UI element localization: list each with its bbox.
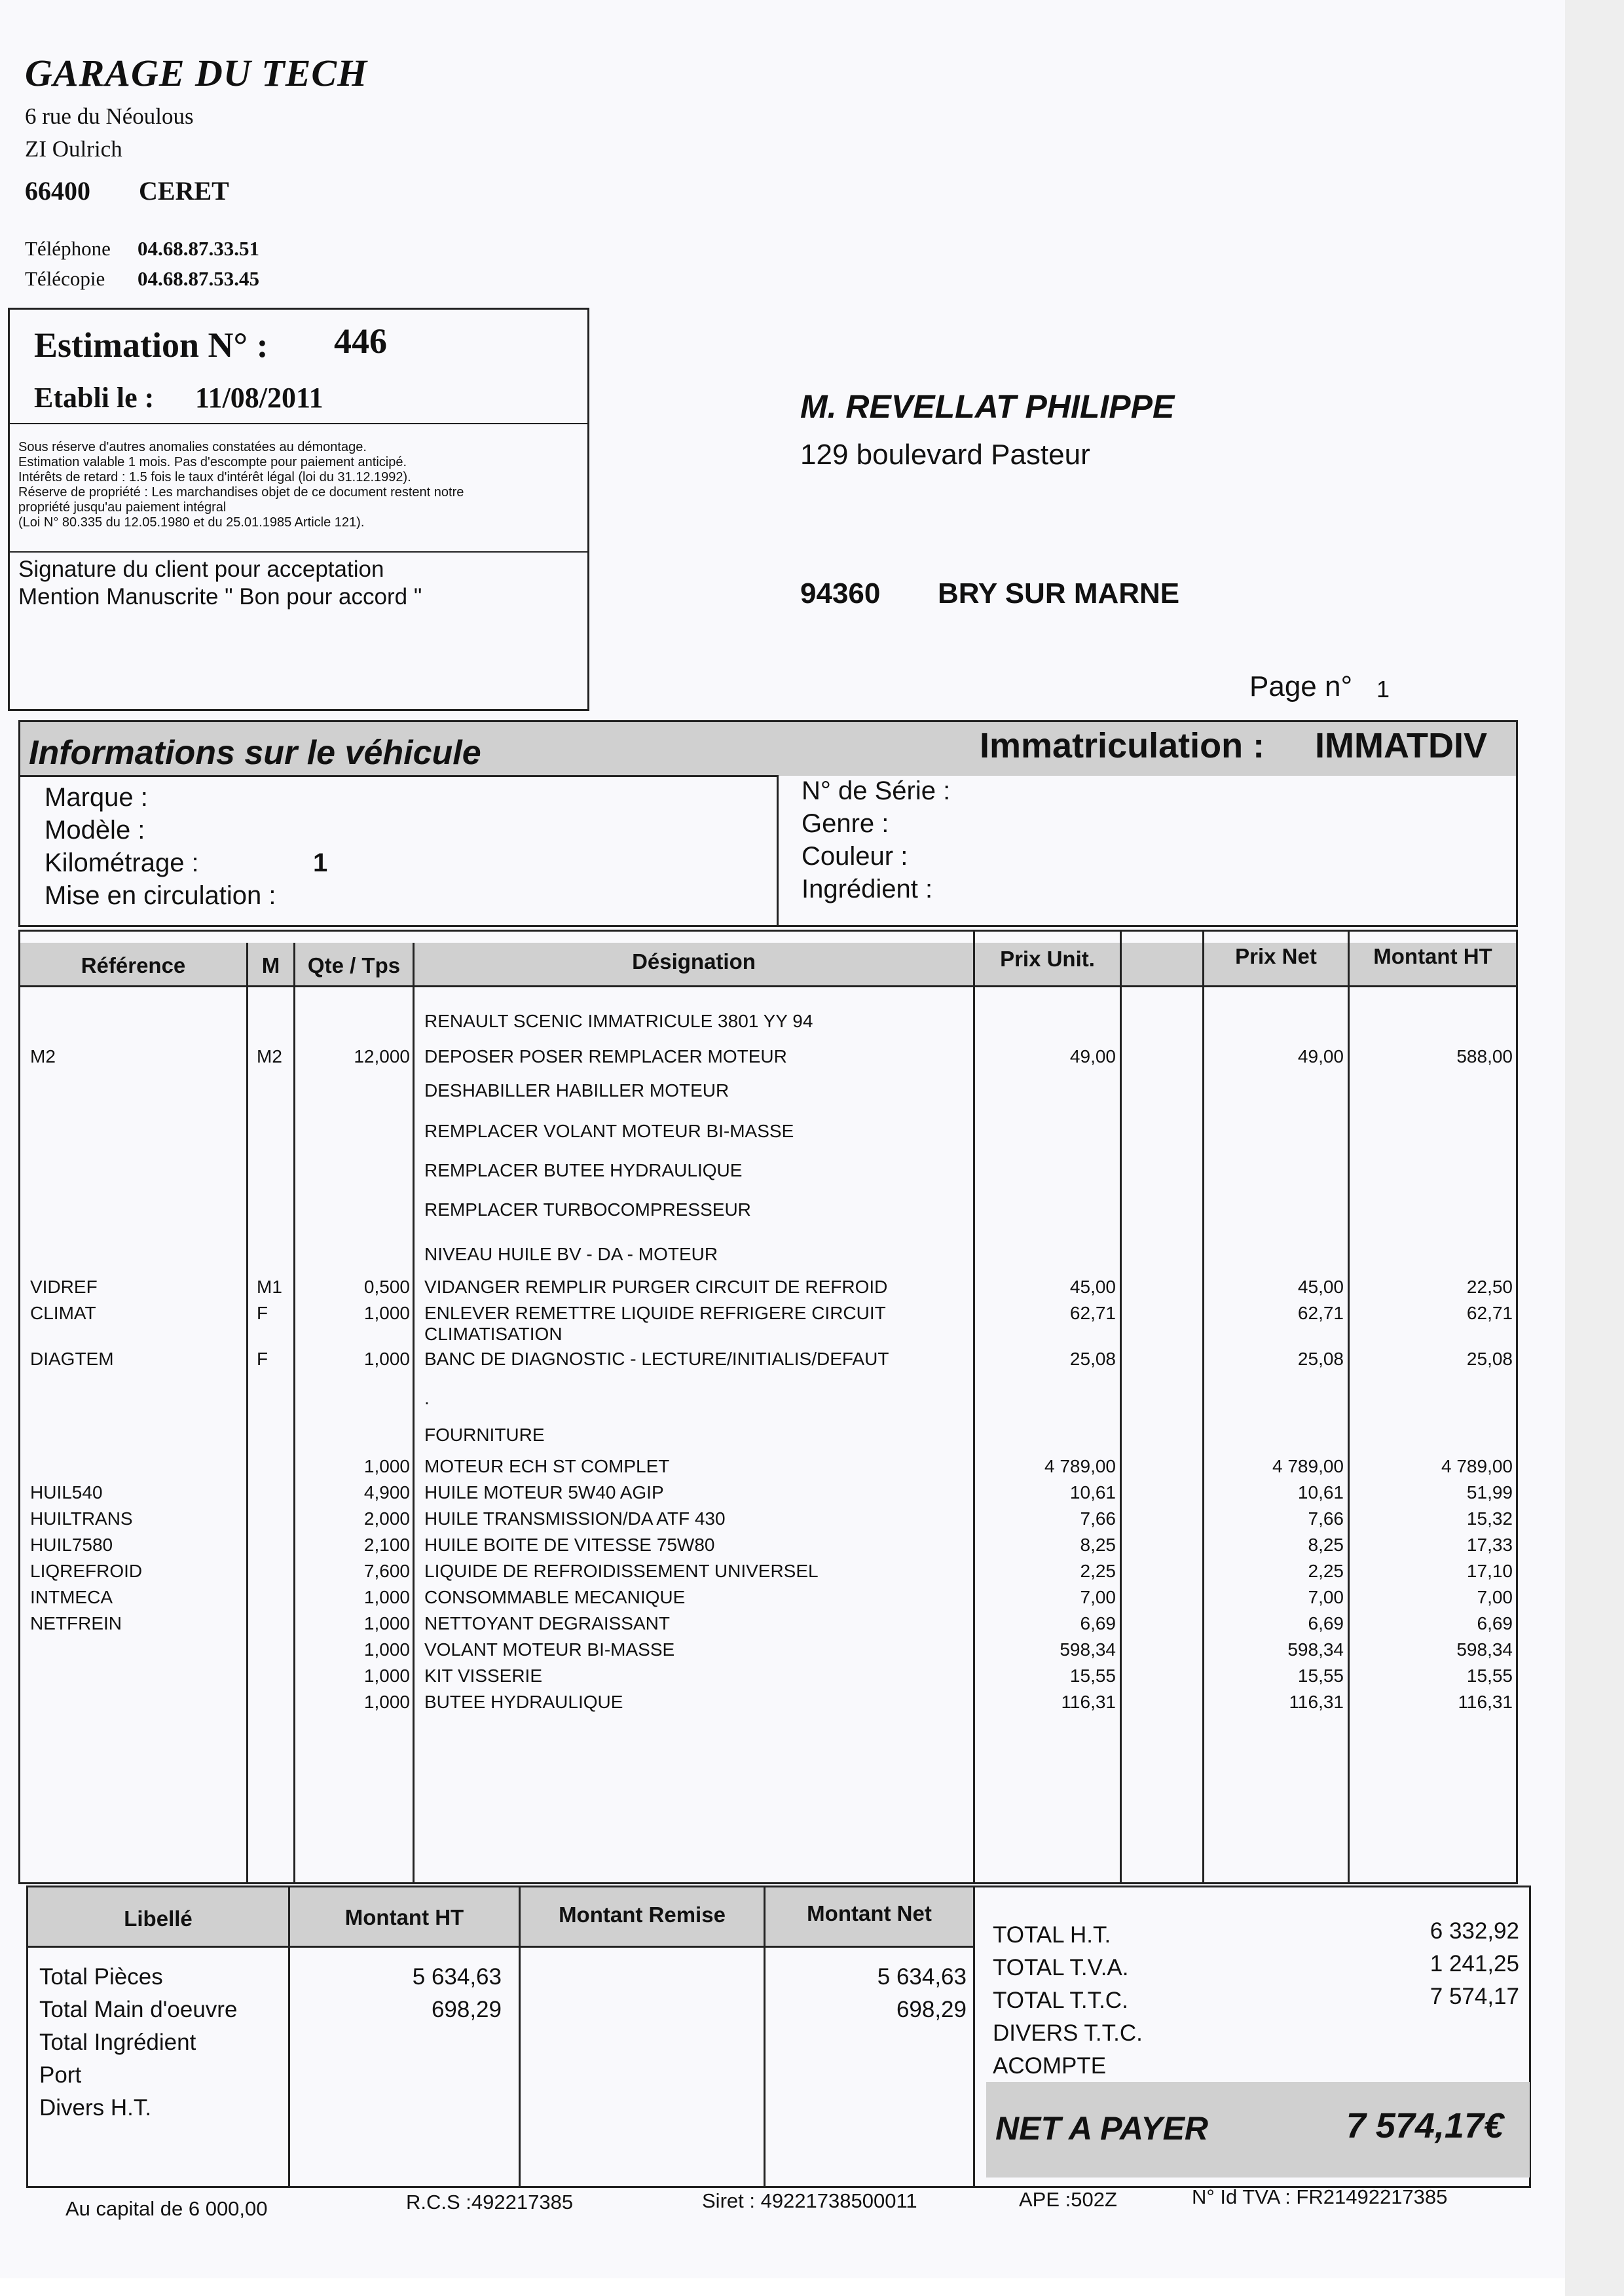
cell-designation: REMPLACER TURBOCOMPRESSEUR bbox=[424, 1199, 751, 1220]
cell-designation: DEPOSER POSER REMPLACER MOTEUR bbox=[424, 1046, 787, 1066]
cell-reference: LIQREFROID bbox=[30, 1561, 143, 1581]
cell-designation: LIQUIDE DE REFROIDISSEMENT UNIVERSEL bbox=[424, 1561, 819, 1581]
col-sep bbox=[973, 930, 975, 1884]
cell-prix-unit: 10,61 bbox=[1069, 1482, 1116, 1503]
header-montant-ht: Montant HT bbox=[1373, 944, 1492, 968]
condition-line: Intérêts de retard : 1.5 fois le taux d'intérêt légal (loi du 31.12.1992). bbox=[18, 470, 411, 484]
garage-postcode: 66400 bbox=[25, 176, 90, 206]
cell-prix-unit: 116,31 bbox=[1061, 1692, 1116, 1712]
estimate-number-label: Estimation N° : bbox=[34, 325, 268, 365]
cell-prix-net: 116,31 bbox=[1289, 1692, 1344, 1712]
summary-label: Port bbox=[39, 2062, 82, 2088]
cell-montant-ht: 4 789,00 bbox=[1441, 1456, 1513, 1476]
summary-header-underline bbox=[28, 1946, 975, 1948]
cell-montant-ht: 17,10 bbox=[1466, 1561, 1513, 1581]
garage-address-1: 6 rue du Néoulous bbox=[25, 103, 194, 129]
cell-designation: NIVEAU HUILE BV - DA - MOTEUR bbox=[424, 1244, 718, 1264]
condition-line: propriété jusqu'au paiement intégral bbox=[18, 500, 227, 515]
lines-table bbox=[18, 930, 1518, 1884]
cell-qte: 4,900 bbox=[363, 1482, 410, 1503]
col-sep bbox=[293, 943, 295, 1884]
cell-designation: BUTEE HYDRAULIQUE bbox=[424, 1692, 623, 1712]
registration-label: Immatriculation : bbox=[980, 726, 1265, 765]
cell-designation: FOURNITURE bbox=[424, 1425, 545, 1445]
cell-prix-unit: 2,25 bbox=[1080, 1561, 1116, 1581]
cell-montant-ht: 17,33 bbox=[1466, 1535, 1513, 1555]
cell-reference: VIDREF bbox=[30, 1277, 98, 1297]
cell-qte: 1,000 bbox=[363, 1349, 410, 1369]
col-sep bbox=[413, 943, 415, 1884]
cell-reference: HUILTRANS bbox=[30, 1508, 133, 1529]
vehicle-section-title: Informations sur le véhicule bbox=[29, 734, 481, 772]
cell-montant-ht: 62,71 bbox=[1466, 1303, 1513, 1323]
cell-prix-net: 25,08 bbox=[1297, 1349, 1344, 1369]
cell-prix-unit: 45,00 bbox=[1069, 1277, 1116, 1297]
cell-montant-ht: 25,08 bbox=[1466, 1349, 1513, 1369]
cell-qte: 1,000 bbox=[363, 1639, 410, 1660]
footer-ape: APE :502Z bbox=[1019, 2188, 1117, 2211]
total-value: 6 332,92 bbox=[1430, 1918, 1519, 1944]
summary-montant-ht: 698,29 bbox=[431, 1997, 502, 2022]
cell-montant-ht: 588,00 bbox=[1456, 1046, 1513, 1066]
customer-name: M. REVELLAT PHILIPPE bbox=[800, 388, 1175, 425]
cell-prix-unit: 8,25 bbox=[1080, 1535, 1116, 1555]
condition-line: (Loi N° 80.335 du 12.05.1980 et du 25.01.1985 Article 121). bbox=[18, 515, 365, 530]
cell-prix-unit: 6,69 bbox=[1080, 1613, 1116, 1633]
cell-prix-net: 10,61 bbox=[1297, 1482, 1344, 1503]
scan-edge bbox=[1565, 0, 1624, 2296]
garage-name: GARAGE DU TECH bbox=[25, 52, 368, 94]
signature-divider bbox=[10, 551, 587, 553]
customer-postcode: 94360 bbox=[800, 577, 881, 610]
col-sep bbox=[1202, 930, 1204, 1884]
cell-prix-net: 7,66 bbox=[1308, 1508, 1344, 1529]
serie-label: N° de Série : bbox=[802, 776, 951, 805]
header-qte: Qte / Tps bbox=[307, 953, 401, 977]
cell-m: M2 bbox=[257, 1046, 282, 1066]
cell-montant-ht: 7,00 bbox=[1477, 1587, 1513, 1607]
footer-capital: Au capital de 6 000,00 bbox=[65, 2197, 268, 2220]
net-a-payer-value: 7 574,17€ bbox=[1346, 2106, 1504, 2145]
header-reference: Référence bbox=[81, 953, 186, 977]
cell-qte: 1,000 bbox=[363, 1692, 410, 1712]
fax-label: Télécopie bbox=[25, 267, 105, 290]
cell-designation: MOTEUR ECH ST COMPLET bbox=[424, 1456, 670, 1476]
summary-header-remise: Montant Remise bbox=[559, 1903, 726, 1927]
cell-designation: CONSOMMABLE MECANIQUE bbox=[424, 1587, 686, 1607]
summary-col-sep bbox=[288, 1887, 290, 2186]
cell-designation: HUILE MOTEUR 5W40 AGIP bbox=[424, 1482, 664, 1503]
cell-reference: HUIL540 bbox=[30, 1482, 103, 1503]
garage-address-2: ZI Oulrich bbox=[25, 136, 122, 162]
cell-prix-net: 8,25 bbox=[1308, 1535, 1344, 1555]
cell-qte: 2,100 bbox=[363, 1535, 410, 1555]
total-label: DIVERS T.T.C. bbox=[993, 2020, 1143, 2046]
cell-qte: 7,600 bbox=[363, 1561, 410, 1581]
cell-m: F bbox=[257, 1303, 268, 1323]
col-sep bbox=[246, 943, 248, 1884]
cell-designation: REMPLACER BUTEE HYDRAULIQUE bbox=[424, 1160, 743, 1180]
summary-montant-ht: 5 634,63 bbox=[412, 1964, 502, 1990]
cell-qte: 1,000 bbox=[363, 1613, 410, 1633]
summary-header-montant-net: Montant Net bbox=[807, 1901, 932, 1925]
couleur-label: Couleur : bbox=[802, 842, 908, 871]
cell-designation: RENAULT SCENIC IMMATRICULE 3801 YY 94 bbox=[424, 1011, 813, 1031]
cell-designation: BANC DE DIAGNOSTIC - LECTURE/INITIALIS/DEFAUT bbox=[424, 1349, 889, 1369]
cell-prix-net: 598,34 bbox=[1287, 1639, 1344, 1660]
cell-montant-ht: 22,50 bbox=[1466, 1277, 1513, 1297]
vehicle-header-underline bbox=[20, 775, 777, 777]
cell-montant-ht: 15,32 bbox=[1466, 1508, 1513, 1529]
cell-reference: DIAGTEM bbox=[30, 1349, 114, 1369]
condition-line: Sous réserve d'autres anomalies constatées au démontage. bbox=[18, 440, 367, 454]
estimate-divider bbox=[10, 423, 587, 424]
summary-col-sep bbox=[973, 1887, 975, 2186]
cell-designation: ENLEVER REMETTRE LIQUIDE REFRIGERE CIRCUIT bbox=[424, 1303, 886, 1323]
condition-line: Estimation valable 1 mois. Pas d'escompte pour paiement anticipé. bbox=[18, 455, 407, 469]
total-label: TOTAL H.T. bbox=[993, 1922, 1111, 1948]
cell-prix-unit: 4 789,00 bbox=[1044, 1456, 1116, 1476]
cell-designation: REMPLACER VOLANT MOTEUR BI-MASSE bbox=[424, 1121, 794, 1141]
cell-montant-ht: 116,31 bbox=[1458, 1692, 1513, 1712]
header-designation: Désignation bbox=[632, 949, 756, 974]
cell-qte: 1,000 bbox=[363, 1587, 410, 1607]
registration-value: IMMATDIV bbox=[1315, 726, 1487, 765]
estimate-date-label: Etabli le : bbox=[34, 382, 155, 414]
col-sep bbox=[1348, 930, 1350, 1884]
signature-line-2: Mention Manuscrite " Bon pour accord " bbox=[18, 584, 422, 610]
marque-label: Marque : bbox=[45, 783, 148, 812]
cell-qte: 1,000 bbox=[363, 1456, 410, 1476]
cell-prix-unit: 49,00 bbox=[1069, 1046, 1116, 1066]
cell-qte: 12,000 bbox=[354, 1046, 410, 1066]
cell-designation: VIDANGER REMPLIR PURGER CIRCUIT DE REFROID bbox=[424, 1277, 888, 1297]
summary-montant-net: 5 634,63 bbox=[877, 1964, 967, 1990]
cell-reference: INTMECA bbox=[30, 1587, 113, 1607]
cell-prix-net: 2,25 bbox=[1308, 1561, 1344, 1581]
cell-prix-net: 49,00 bbox=[1297, 1046, 1344, 1066]
footer-tva: N° Id TVA : FR21492217385 bbox=[1192, 2185, 1448, 2208]
cell-qte: 2,000 bbox=[363, 1508, 410, 1529]
cell-qte: 1,000 bbox=[363, 1303, 410, 1323]
cell-designation: CLIMATISATION bbox=[424, 1324, 563, 1344]
cell-prix-unit: 25,08 bbox=[1069, 1349, 1116, 1369]
garage-city: CERET bbox=[139, 176, 229, 206]
total-value: 1 241,25 bbox=[1430, 1951, 1519, 1977]
summary-montant-net: 698,29 bbox=[896, 1997, 967, 2022]
cell-prix-net: 15,55 bbox=[1297, 1666, 1344, 1686]
summary-col-sep bbox=[519, 1887, 521, 2186]
cell-designation: HUILE BOITE DE VITESSE 75W80 bbox=[424, 1535, 715, 1555]
total-label: TOTAL T.V.A. bbox=[993, 1955, 1129, 1980]
ingredient-label: Ingrédient : bbox=[802, 875, 933, 903]
cell-designation: VOLANT MOTEUR BI-MASSE bbox=[424, 1639, 675, 1660]
cell-reference: M2 bbox=[30, 1046, 56, 1066]
summary-label: Divers H.T. bbox=[39, 2095, 152, 2121]
cell-prix-unit: 15,55 bbox=[1069, 1666, 1116, 1686]
cell-reference: NETFREIN bbox=[30, 1613, 122, 1633]
cell-prix-unit: 598,34 bbox=[1060, 1639, 1116, 1660]
cell-designation: . bbox=[424, 1388, 430, 1408]
phone-label: Téléphone bbox=[25, 237, 111, 260]
cell-prix-unit: 7,00 bbox=[1080, 1587, 1116, 1607]
footer-siret: Siret : 49221738500011 bbox=[702, 2189, 917, 2212]
cell-reference: CLIMAT bbox=[30, 1303, 96, 1323]
km-value: 1 bbox=[313, 848, 328, 877]
summary-label: Total Main d'oeuvre bbox=[39, 1997, 238, 2022]
genre-label: Genre : bbox=[802, 809, 889, 838]
cell-qte: 0,500 bbox=[363, 1277, 410, 1297]
cell-designation: KIT VISSERIE bbox=[424, 1666, 542, 1686]
cell-prix-net: 4 789,00 bbox=[1272, 1456, 1344, 1476]
total-label: TOTAL T.T.C. bbox=[993, 1988, 1128, 2013]
mise-circulation-label: Mise en circulation : bbox=[45, 881, 276, 910]
phone-number: 04.68.87.33.51 bbox=[138, 237, 259, 260]
summary-label: Total Pièces bbox=[39, 1964, 163, 1990]
cell-prix-unit: 62,71 bbox=[1069, 1303, 1116, 1323]
header-m: M bbox=[261, 953, 280, 977]
header-prix-net: Prix Net bbox=[1235, 944, 1317, 968]
cell-prix-net: 62,71 bbox=[1297, 1303, 1344, 1323]
customer-street: 129 boulevard Pasteur bbox=[800, 439, 1090, 471]
page-label: Page n° bbox=[1249, 670, 1353, 702]
fax-number: 04.68.87.53.45 bbox=[138, 267, 259, 290]
cell-designation: NETTOYANT DEGRAISSANT bbox=[424, 1613, 670, 1633]
km-label: Kilométrage : bbox=[45, 848, 199, 877]
modele-label: Modèle : bbox=[45, 816, 145, 845]
page-number: 1 bbox=[1376, 676, 1390, 702]
net-a-payer-label: NET A PAYER bbox=[995, 2110, 1209, 2147]
summary-label: Total Ingrédient bbox=[39, 2030, 196, 2055]
total-value: 7 574,17 bbox=[1430, 1984, 1519, 2009]
cell-montant-ht: 15,55 bbox=[1466, 1666, 1513, 1686]
cell-qte: 1,000 bbox=[363, 1666, 410, 1686]
summary-col-sep bbox=[764, 1887, 766, 2186]
col-sep bbox=[1120, 930, 1122, 1884]
cell-designation: DESHABILLER HABILLER MOTEUR bbox=[424, 1080, 729, 1101]
lines-header-underline bbox=[20, 985, 1516, 987]
estimate-number: 446 bbox=[334, 321, 387, 361]
footer-rcs: R.C.S :492217385 bbox=[406, 2191, 574, 2214]
cell-montant-ht: 51,99 bbox=[1466, 1482, 1513, 1503]
summary-header-libelle: Libellé bbox=[124, 1906, 193, 1931]
cell-m: F bbox=[257, 1349, 268, 1369]
estimate-conditions bbox=[18, 440, 464, 530]
cell-m: M1 bbox=[257, 1277, 282, 1297]
cell-montant-ht: 598,34 bbox=[1456, 1639, 1513, 1660]
summary-header-montant-ht: Montant HT bbox=[344, 1905, 464, 1929]
customer-city: BRY SUR MARNE bbox=[938, 577, 1180, 610]
vehicle-divider bbox=[777, 775, 779, 926]
cell-reference: HUIL7580 bbox=[30, 1535, 113, 1555]
cell-montant-ht: 6,69 bbox=[1477, 1613, 1513, 1633]
estimate-date: 11/08/2011 bbox=[195, 382, 323, 414]
header-prix-unit: Prix Unit. bbox=[1000, 947, 1095, 971]
cell-designation: HUILE TRANSMISSION/DA ATF 430 bbox=[424, 1508, 726, 1529]
condition-line: Réserve de propriété : Les marchandises objet de ce document restent notre bbox=[18, 485, 464, 500]
cell-prix-net: 45,00 bbox=[1297, 1277, 1344, 1297]
signature-line-1: Signature du client pour acceptation bbox=[18, 556, 384, 582]
total-label: ACOMPTE bbox=[993, 2053, 1107, 2079]
cell-prix-net: 7,00 bbox=[1308, 1587, 1344, 1607]
cell-prix-unit: 7,66 bbox=[1080, 1508, 1116, 1529]
cell-prix-net: 6,69 bbox=[1308, 1613, 1344, 1633]
